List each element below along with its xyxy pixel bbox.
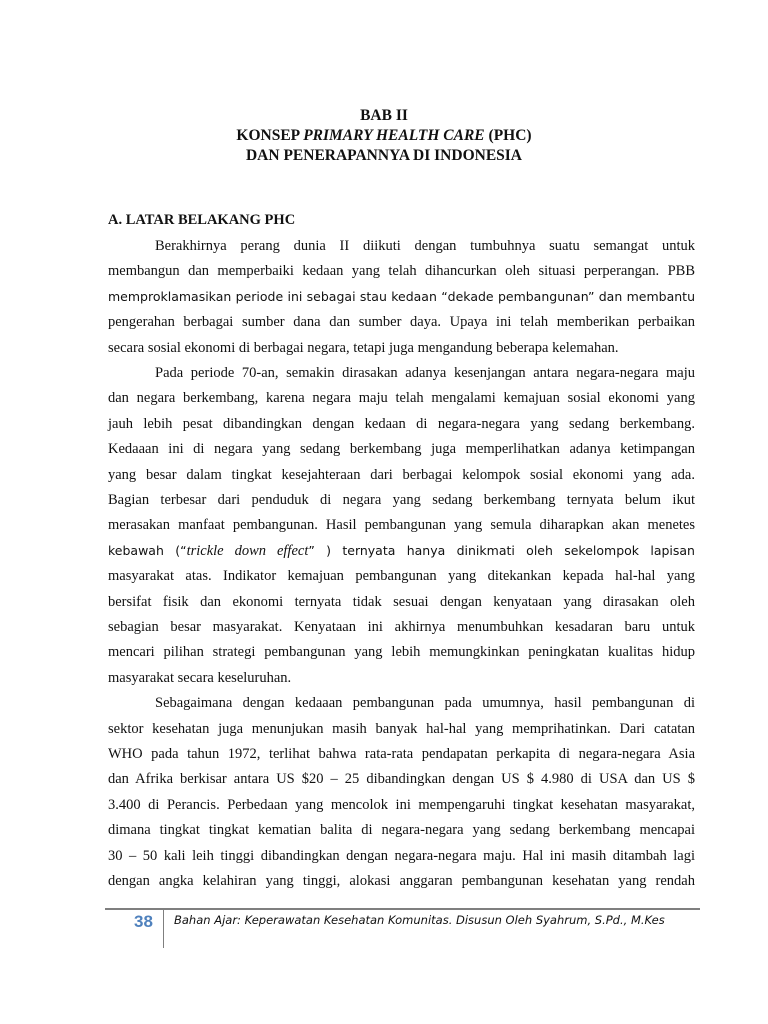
paragraph-line: jauh lebih pesat dibandingkan dengan kedaan di negara-negara yang sedang berkembang. (108, 416, 695, 432)
chapter-number: BAB II (360, 107, 408, 124)
chapter-title-italic: PRIMARY HEALTH CARE (303, 127, 485, 144)
paragraph-line: dan Afrika berkisar antara US $20 – 25 dibandingkan dengan US $ 4.980 di USA dan US $ (108, 771, 695, 787)
paragraph-line: Pada periode 70-an, semakin dirasakan adanya kesenjangan antara negara-negara maju (155, 365, 695, 381)
paragraph-line: dengan angka kelahiran yang tinggi, alokasi anggaran pembangunan kesehatan yang rendah (108, 873, 695, 889)
paragraph-line: sebagian besar masyarakat. Kenyataan ini akhirnya menumbuhkan kesadaran baru untuk (108, 619, 695, 635)
chapter-title-prefix: KONSEP (236, 127, 304, 144)
paragraph-line: WHO pada tahun 1972, terlihat bahwa rata-rata pendapatan perkapita di negara-negara Asia (108, 746, 695, 762)
footer-text: Bahan Ajar: Keperawatan Kesehatan Komunitas. Disusun Oleh Syahrum, S.Pd., M.Kes (174, 913, 665, 927)
footer-divider (105, 908, 700, 910)
paragraph-line: yang besar dalam tingkat kesejahteraan dari berbagai kelompok sosial ekonomi yang ada. (108, 467, 695, 483)
paragraph-line (108, 542, 695, 560)
page-number: 38 (134, 912, 153, 931)
paragraph-line: memproklamasikan periode ini sebagai stau kedaan “dekade pembangunan” dan membantu (108, 289, 695, 304)
paragraph-line: masyarakat atas. Indikator kemajuan pembangunan yang ditekankan kepada hal-hal yang (108, 568, 695, 584)
paragraph-line: Sebagaimana dengan kedaaan pembangunan pada umumnya, hasil pembangunan di (155, 695, 695, 711)
italic-term: trickle down effect (186, 543, 309, 559)
paragraph-line: secara sosial ekonomi di berbagai negara, tetapi juga mengandung beberapa kelemahan. (108, 340, 619, 356)
paragraph-line: pengerahan berbagai sumber dana dan sumber daya. Upaya ini telah memberikan perbaikan (108, 314, 695, 330)
line-part: ” ) ternyata hanya dinikmati oleh sekelompok lapisan (308, 543, 695, 558)
section-heading: A. LATAR BELAKANG PHC (108, 212, 296, 228)
paragraph-line: bersifat fisik dan ekonomi ternyata tidak sesuai dengan kenyataan yang dirasakan oleh (108, 594, 695, 610)
paragraph-line: dan negara berkembang, karena negara maju telah mengalami kemajuan sosial ekonomi yang (108, 390, 695, 406)
paragraph-line: dimana tingkat tingkat kematian balita di negara-negara yang sedang berkembang mencapai (108, 822, 695, 838)
paragraph-line: Berakhirnya perang dunia II diikuti dengan tumbuhnya suatu semangat untuk (155, 238, 695, 254)
paragraph-line: masyarakat secara keseluruhan. (108, 670, 292, 686)
paragraph-line: merasakan manfaat pembangunan. Hasil pembangunan yang semula diharapkan akan menetes (108, 517, 695, 533)
paragraph-line: mencari pilihan strategi pembangunan yang lebih memungkinkan peningkatan kualitas hidup (108, 644, 695, 660)
chapter-title-suffix: (PHC) (484, 127, 532, 144)
paragraph-line: Kedaaan ini di negara yang sedang berkembang juga memperlihatkan adanya ketimpangan (108, 441, 695, 457)
chapter-title (0, 126, 768, 146)
paragraph-line: sektor kesehatan juga menunjukan masih banyak hal-hal yang memprihatinkan. Dari catatan (108, 721, 695, 737)
paragraph-line: 30 – 50 kali leih tinggi dibandingkan dengan negara-negara maju. Hal ini masih ditambah lagi (108, 848, 695, 864)
chapter-subtitle: DAN PENERAPANNYA DI INDONESIA (245, 147, 523, 164)
paragraph-line: membangun dan memperbaiki kedaan yang telah dihancurkan oleh situasi perperangan. PBB (108, 263, 695, 279)
paragraph-line: Bagian terbesar dari penduduk di negara yang sedang berkembang ternyata belum ikut (108, 492, 695, 508)
paragraph-line: 3.400 di Perancis. Perbedaan yang mencolok ini mempengaruhi tingkat kesehatan masyarakat, (108, 797, 695, 813)
line-part: kebawah (“ (108, 543, 187, 558)
footer-separator (163, 910, 164, 948)
